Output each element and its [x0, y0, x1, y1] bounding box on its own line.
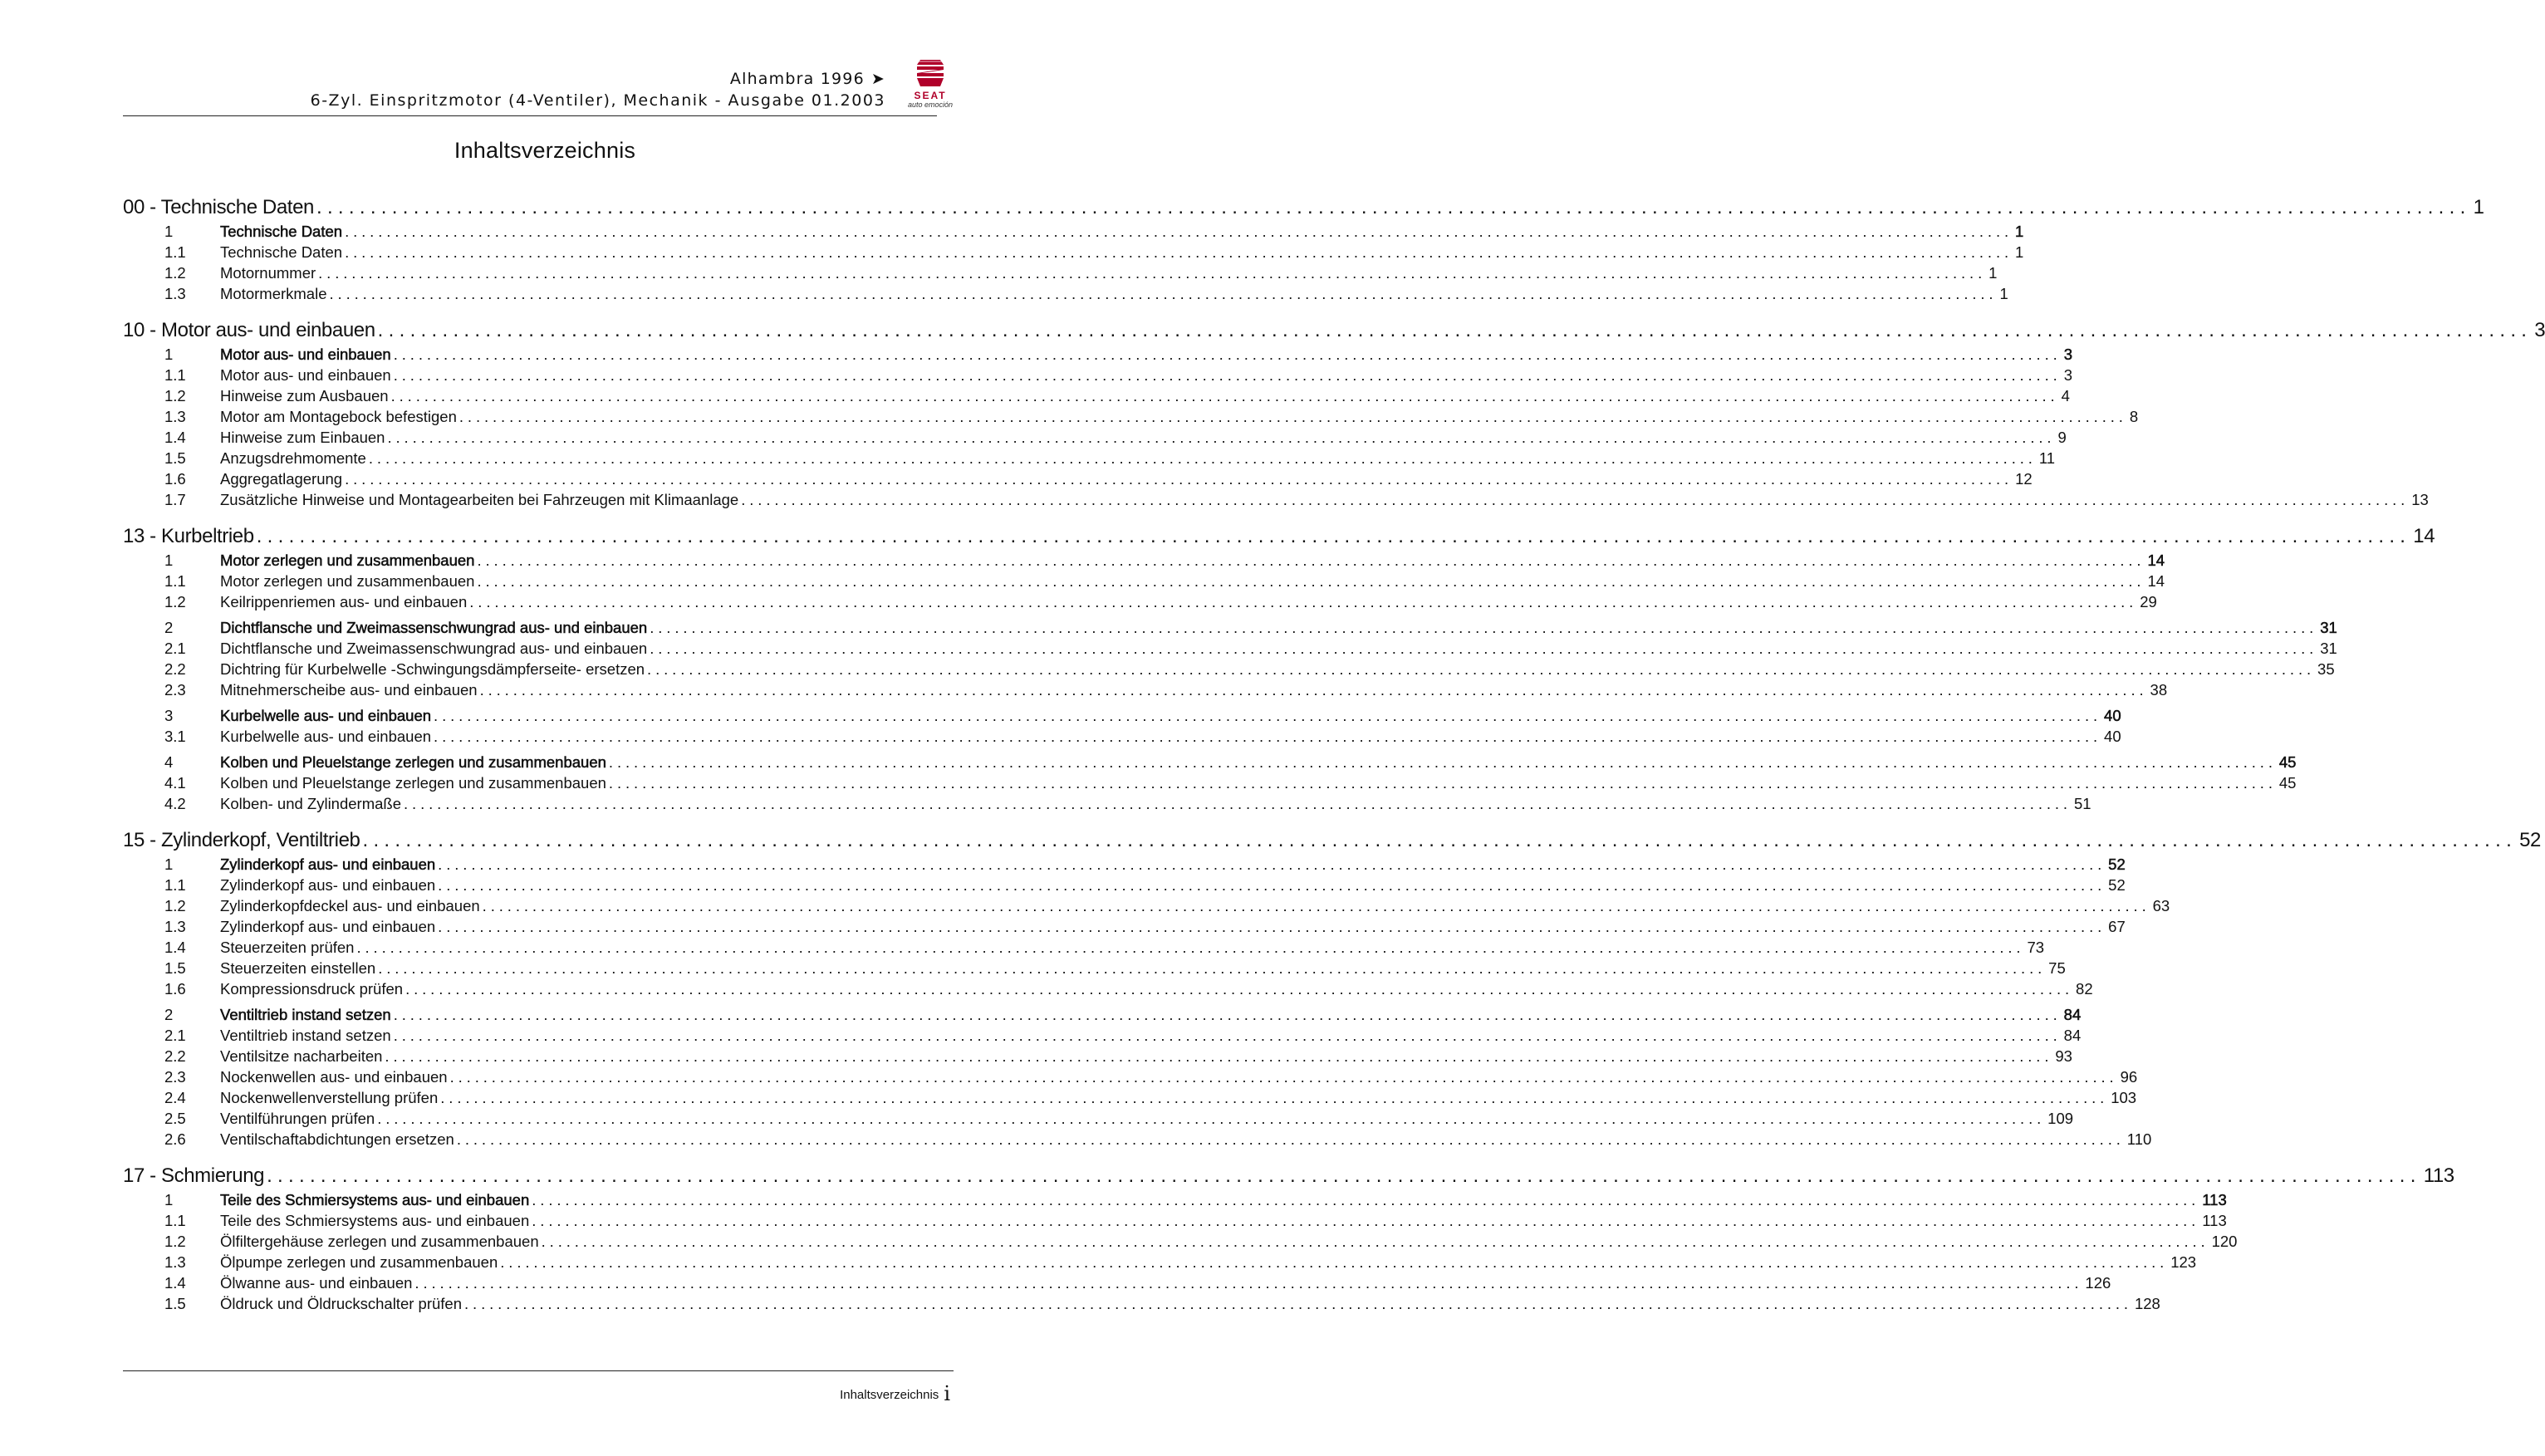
- toc-entry-number: 1.2: [164, 593, 186, 610]
- toc-dot-leader: ........................................................................................................................................................................................................: [479, 681, 2148, 699]
- toc-dot-leader: ........................................................................................................................................................................................................: [458, 408, 2127, 425]
- toc-dot-leader: ........................................................................................................................................................................................................: [438, 918, 2106, 935]
- toc-dot-leader: ........................................................................................................................................................................................................: [393, 1027, 2062, 1044]
- toc-page-number: 1: [2015, 243, 2024, 261]
- header-model-line: [123, 70, 887, 91]
- toc-dot-leader: ........................................................................................................................................................................................................: [267, 1164, 2421, 1187]
- toc-page-number: 9: [2057, 429, 2067, 446]
- toc-subsection-row[interactable]: [123, 366, 2072, 386]
- toc-page-number: 128: [2134, 1295, 2160, 1312]
- toc-page-number: 13: [2411, 491, 2429, 508]
- toc-page-number: 4: [2061, 387, 2070, 404]
- toc-page-number: 113: [2202, 1191, 2227, 1208]
- toc-dot-leader: ........................................................................................................................................................................................................: [477, 572, 2145, 590]
- running-header: [123, 70, 887, 112]
- toc-page-number: 126: [2085, 1274, 2111, 1292]
- toc-chapter-row[interactable]: [123, 525, 2435, 550]
- toc-dot-leader: ........................................................................................................................................................................................................: [532, 1212, 2200, 1229]
- toc-entry-label: 13 - Kurbeltrieb: [123, 525, 254, 547]
- toc-page-number: 1: [2015, 223, 2024, 240]
- toc-dot-leader: ........................................................................................................................................................................................................: [541, 1233, 2209, 1250]
- toc-entry-label: Kolben und Pleuelstange zerlegen und zusammenbauen: [220, 753, 606, 771]
- toc-dot-leader: ........................................................................................................................................................................................................: [256, 525, 2411, 547]
- toc-entry-label: Motor zerlegen und zusammenbauen: [220, 572, 475, 590]
- toc-page-number: 110: [2126, 1130, 2152, 1148]
- toc-subsection-row[interactable]: [123, 264, 1998, 284]
- toc-dot-leader: ........................................................................................................................................................................................................: [500, 1253, 2169, 1271]
- brand-logo: [902, 58, 959, 111]
- toc-entry-label: Zylinderkopf aus- und einbauen: [220, 855, 436, 873]
- toc-dot-leader: ........................................................................................................................................................................................................: [650, 619, 2318, 636]
- toc-subsection-row[interactable]: [123, 897, 2170, 917]
- toc-dot-leader: ........................................................................................................................................................................................................: [456, 1130, 2125, 1148]
- toc-dot-leader: ........................................................................................................................................................................................................: [377, 319, 2533, 341]
- toc-entry-label: Kolben und Pleuelstange zerlegen und zusammenbauen: [220, 774, 606, 792]
- toc-subsection-row[interactable]: [123, 1233, 2238, 1253]
- toc-page-number: 38: [2150, 681, 2168, 699]
- toc-dot-leader: ........................................................................................................................................................................................................: [318, 264, 1987, 282]
- toc-entry-label: Kurbelwelle aus- und einbauen: [220, 728, 432, 745]
- toc-page-number: 31: [2320, 619, 2337, 636]
- toc-entry-label: Aggregatlagerung: [220, 470, 343, 488]
- toc-dot-leader: ........................................................................................................................................................................................................: [385, 1047, 2053, 1065]
- toc-entry-number: 2.4: [164, 1089, 186, 1106]
- toc-dot-leader: ........................................................................................................................................................................................................: [377, 1110, 2046, 1127]
- toc-dot-leader: ........................................................................................................................................................................................................: [647, 660, 2316, 678]
- toc-subsection-row[interactable]: [123, 795, 2091, 815]
- toc-page-number: 3: [2063, 346, 2072, 363]
- seat-logo-icon: [914, 58, 947, 90]
- toc-entry-number: 2.3: [164, 1068, 186, 1086]
- toc-entry-number: 1: [164, 223, 174, 240]
- toc-entry-label: Zusätzliche Hinweise und Montagearbeiten bei Fahrzeugen mit Klimaanlage: [220, 491, 739, 508]
- toc-subsection-row[interactable]: [123, 408, 2139, 428]
- toc-subsection-row[interactable]: [123, 387, 2070, 407]
- toc-entry-label: Technische Daten: [220, 243, 343, 261]
- toc-entry-number: 1.6: [164, 470, 186, 488]
- toc-entry-label: Dichtflansche und Zweimassenschwungrad aus- und einbauen: [220, 640, 648, 657]
- toc-entry-label: Zylinderkopf aus- und einbauen: [220, 918, 436, 935]
- running-footer: [748, 1382, 950, 1405]
- toc-page-number: 11: [2038, 449, 2056, 467]
- toc-dot-leader: ........................................................................................................................................................................................................: [650, 640, 2318, 657]
- toc-dot-leader: ........................................................................................................................................................................................................: [404, 795, 2072, 812]
- toc-entry-number: 1.1: [164, 876, 186, 894]
- toc-subsection-row[interactable]: [123, 1027, 2082, 1047]
- toc-page-number: 109: [2047, 1110, 2074, 1127]
- toc-entry-number: 1.7: [164, 491, 186, 508]
- toc-entry-label: Teile des Schmiersystems aus- und einbauen: [220, 1191, 530, 1208]
- toc-entry-label: Motor aus- und einbauen: [220, 346, 391, 363]
- toc-page-number: 1: [1988, 264, 1998, 282]
- toc-section-row[interactable]: [123, 1006, 2082, 1026]
- toc-page-number: 8: [2129, 408, 2139, 425]
- toc-page-number: 40: [2104, 707, 2121, 724]
- toc-page-number: 120: [2211, 1233, 2238, 1250]
- toc-subsection-row[interactable]: [123, 918, 2126, 938]
- toc-page-number: 14: [2147, 572, 2165, 590]
- toc-page-number: 29: [2140, 593, 2157, 610]
- toc-page-number: 84: [2063, 1027, 2082, 1044]
- toc-entry-label: 10 - Motor aus- und einbauen: [123, 319, 375, 341]
- toc-dot-leader: ........................................................................................................................................................................................................: [345, 223, 2013, 240]
- toc-dot-leader: ........................................................................................................................................................................................................: [378, 959, 2047, 977]
- toc-subsection-row[interactable]: [123, 1295, 2160, 1315]
- toc-page-number: 103: [2111, 1089, 2137, 1106]
- toc-dot-leader: ........................................................................................................................................................................................................: [608, 753, 2277, 771]
- toc-entry-number: 2.6: [164, 1130, 186, 1148]
- toc-entry-label: Zylinderkopf aus- und einbauen: [220, 876, 436, 894]
- toc-entry-number: 2.2: [164, 660, 186, 678]
- toc-dot-leader: ........................................................................................................................................................................................................: [393, 346, 2062, 363]
- toc-entry-label: Ventilsitze nacharbeiten: [220, 1047, 383, 1065]
- toc-entry-label: Motor zerlegen und zusammenbauen: [220, 552, 475, 569]
- toc-entry-number: 1.2: [164, 1233, 186, 1250]
- toc-page-number: 113: [2423, 1164, 2454, 1187]
- toc-dot-leader: ........................................................................................................................................................................................................: [449, 1068, 2118, 1086]
- toc-dot-leader: ........................................................................................................................................................................................................: [329, 285, 1998, 302]
- toc-page-number: 52: [2519, 829, 2541, 851]
- toc-page-number: 84: [2063, 1006, 2082, 1023]
- toc-page-number: 35: [2317, 660, 2335, 678]
- toc-entry-number: 1: [164, 1191, 174, 1208]
- toc-entry-number: 2: [164, 1006, 174, 1023]
- toc-subsection-row[interactable]: [123, 1068, 2138, 1088]
- toc-entry-label: Steuerzeiten einstellen: [220, 959, 376, 977]
- toc-section-row[interactable]: [123, 855, 2126, 875]
- toc-chapter-row[interactable]: [123, 829, 2541, 854]
- toc-dot-leader: ........................................................................................................................................................................................................: [477, 552, 2145, 569]
- toc-entry-label: Steuerzeiten prüfen: [220, 939, 355, 956]
- toc-section-row[interactable]: [123, 619, 2337, 639]
- toc-entry-number: 4.1: [164, 774, 186, 792]
- toc-page-number: 67: [2108, 918, 2126, 935]
- toc-dot-leader: ........................................................................................................................................................................................................: [405, 980, 2074, 998]
- toc-subsection-row[interactable]: [123, 681, 2168, 701]
- toc-dot-leader: ........................................................................................................................................................................................................: [390, 387, 2059, 404]
- toc-page-number: 75: [2048, 959, 2066, 977]
- toc-entry-number: 1: [164, 346, 174, 363]
- toc-dot-leader: ........................................................................................................................................................................................................: [414, 1274, 2083, 1292]
- toc-entry-label: Ölwanne aus- und einbauen: [220, 1274, 413, 1292]
- brand-name: SEAT: [914, 90, 947, 101]
- toc-subsection-row[interactable]: [123, 876, 2126, 896]
- toc-subsection-row[interactable]: [123, 1253, 2197, 1273]
- toc-entry-label: Hinweise zum Ausbauen: [220, 387, 389, 404]
- toc-dot-leader: ........................................................................................................................................................................................................: [532, 1191, 2200, 1208]
- toc-page-number: 1: [1999, 285, 2008, 302]
- toc-entry-number: 1.3: [164, 1253, 186, 1271]
- toc-entry-label: Kurbelwelle aus- und einbauen: [220, 707, 432, 724]
- toc-dot-leader: ........................................................................................................................................................................................................: [438, 855, 2106, 873]
- toc-entry-number: 2.3: [164, 681, 186, 699]
- toc-entry-number: 1.5: [164, 1295, 186, 1312]
- toc-entry-number: 1.1: [164, 243, 186, 261]
- toc-entry-label: Teile des Schmiersystems aus- und einbauen: [220, 1212, 530, 1229]
- header-model: Alhambra 1996: [729, 70, 865, 88]
- toc-entry-number: 1.2: [164, 264, 186, 282]
- toc-entry-number: 1.5: [164, 959, 186, 977]
- toc-page-number: 31: [2320, 640, 2337, 657]
- toc-page-number: 45: [2278, 753, 2297, 771]
- toc-section-row[interactable]: [123, 1191, 2227, 1211]
- toc-subsection-row[interactable]: [123, 980, 2093, 1000]
- toc-entry-label: 17 - Schmierung: [123, 1164, 265, 1187]
- toc-page-number: 82: [2076, 980, 2093, 998]
- toc-entry-label: Hinweise zum Einbauen: [220, 429, 385, 446]
- header-divider: [123, 115, 937, 116]
- toc-page-number: 12: [2015, 470, 2033, 488]
- toc-entry-number: 1.2: [164, 387, 186, 404]
- toc-entry-number: 2.2: [164, 1047, 186, 1065]
- toc-entry-label: Keilrippenriemen aus- und einbauen: [220, 593, 468, 610]
- toc-entry-label: Mitnehmerscheibe aus- und einbauen: [220, 681, 478, 699]
- page-title: Inhaltsverzeichnis: [454, 138, 636, 163]
- toc-subsection-row[interactable]: [123, 1274, 2111, 1294]
- toc-entry-label: Kompressionsdruck prüfen: [220, 980, 404, 998]
- toc-entry-label: Zylinderkopfdeckel aus- und einbauen: [220, 897, 480, 914]
- toc-entry-number: 1.5: [164, 449, 186, 467]
- toc-entry-label: Motor aus- und einbauen: [220, 366, 391, 384]
- toc-subsection-row[interactable]: [123, 1047, 2072, 1067]
- toc-entry-number: 1.3: [164, 285, 186, 302]
- toc-page-number: 123: [2170, 1253, 2197, 1271]
- toc-dot-leader: ........................................................................................................................................................................................................: [362, 829, 2518, 851]
- brand-tagline: auto emoción: [907, 100, 954, 109]
- toc-page-number: 96: [2120, 1068, 2138, 1086]
- toc-entry-number: 1.1: [164, 366, 186, 384]
- toc-entry-number: 2: [164, 619, 174, 636]
- toc-entry-number: 1: [164, 855, 174, 873]
- toc-entry-label: Ventiltrieb instand setzen: [220, 1027, 391, 1044]
- toc-subsection-row[interactable]: [123, 243, 2024, 263]
- toc-chapter-row[interactable]: [123, 196, 2484, 221]
- toc-entry-label: Technische Daten: [220, 223, 343, 240]
- toc-dot-leader: ........................................................................................................................................................................................................: [741, 491, 2410, 508]
- toc-subsection-row[interactable]: [123, 1089, 2137, 1109]
- toc-dot-leader: ........................................................................................................................................................................................................: [434, 728, 2102, 745]
- toc-section-row[interactable]: [123, 552, 2165, 571]
- toc-page-number: 52: [2108, 855, 2126, 873]
- toc-entry-number: 2.1: [164, 1027, 186, 1044]
- toc-entry-number: 1.4: [164, 939, 186, 956]
- toc-subsection-row[interactable]: [123, 774, 2297, 794]
- toc-entry-number: 1.2: [164, 897, 186, 914]
- footer-page-number: i: [944, 1382, 950, 1405]
- toc-entry-number: 4.2: [164, 795, 186, 812]
- toc-entry-label: Nockenwellenverstellung prüfen: [220, 1089, 439, 1106]
- toc-section-row[interactable]: [123, 753, 2297, 773]
- toc-dot-leader: ........................................................................................................................................................................................................: [393, 1006, 2062, 1023]
- toc-entry-number: 1: [164, 552, 174, 569]
- toc-dot-leader: ........................................................................................................................................................................................................: [393, 366, 2062, 384]
- toc-subsection-row[interactable]: [123, 285, 2008, 305]
- toc-entry-label: Motor am Montagebock befestigen: [220, 408, 457, 425]
- header-subtitle: 6-Zyl. Einspritzmotor (4-Ventiler), Mechanik - Ausgabe 01.2003: [310, 91, 885, 110]
- toc-entry-number: 2.5: [164, 1110, 186, 1127]
- footer-divider: [123, 1370, 954, 1371]
- toc-entry-label: Öldruck und Öldruckschalter prüfen: [220, 1295, 462, 1312]
- toc-section-row[interactable]: [123, 707, 2121, 727]
- toc-subsection-row[interactable]: [123, 1212, 2227, 1232]
- toc-dot-leader: ........................................................................................................................................................................................................: [469, 593, 2138, 610]
- toc-subsection-row[interactable]: [123, 593, 2157, 613]
- toc-entry-number: 1.4: [164, 429, 186, 446]
- toc-dot-leader: ........................................................................................................................................................................................................: [440, 1089, 2109, 1106]
- toc-subsection-row[interactable]: [123, 491, 2429, 511]
- toc-subsection-row[interactable]: [123, 1130, 2152, 1150]
- toc-entry-number: 1.6: [164, 980, 186, 998]
- toc-entry-number: 3.1: [164, 728, 186, 745]
- toc-dot-leader: ........................................................................................................................................................................................................: [482, 897, 2150, 914]
- toc-page-number: 14: [2147, 552, 2165, 569]
- toc-page-number: 63: [2152, 897, 2170, 914]
- toc-subsection-row[interactable]: [123, 959, 2066, 979]
- toc-section-row[interactable]: [123, 223, 2024, 243]
- toc-subsection-row[interactable]: [123, 660, 2335, 680]
- toc-page-number: 3: [2063, 366, 2072, 384]
- toc-subsection-row[interactable]: [123, 939, 2045, 958]
- toc-subsection-row[interactable]: [123, 470, 2033, 490]
- toc-subsection-row[interactable]: [123, 572, 2165, 592]
- toc-section-row[interactable]: [123, 346, 2072, 365]
- toc-entry-number: 1.4: [164, 1274, 186, 1292]
- toc-subsection-row[interactable]: [123, 640, 2337, 659]
- toc-dot-leader: ........................................................................................................................................................................................................: [464, 1295, 2132, 1312]
- toc-entry-label: Nockenwellen aus- und einbauen: [220, 1068, 448, 1086]
- toc-entry-label: Dichtring für Kurbelwelle -Schwingungsdämpferseite- ersetzen: [220, 660, 645, 678]
- toc-page-number: 113: [2202, 1212, 2227, 1229]
- toc-page-number: 40: [2104, 728, 2121, 745]
- toc-chapter-row[interactable]: [123, 319, 2545, 344]
- toc-page-number: 93: [2055, 1047, 2072, 1065]
- toc-entry-label: 15 - Zylinderkopf, Ventiltrieb: [123, 829, 360, 851]
- toc-page-number: 3: [2534, 319, 2545, 341]
- toc-entry-label: Dichtflansche und Zweimassenschwungrad aus- und einbauen: [220, 619, 648, 636]
- toc-page-number: 14: [2413, 525, 2435, 547]
- toc-page-number: 52: [2108, 876, 2126, 894]
- toc-dot-leader: ........................................................................................................................................................................................................: [345, 243, 2013, 261]
- arrow-right-icon: ➤: [870, 70, 885, 88]
- toc-subsection-row[interactable]: [123, 429, 2067, 449]
- toc-entry-number: 1.1: [164, 572, 186, 590]
- toc-page-number: 1: [2473, 196, 2484, 218]
- toc-entry-number: 1.3: [164, 408, 186, 425]
- toc-subsection-row[interactable]: [123, 728, 2121, 748]
- toc-entry-label: 00 - Technische Daten: [123, 196, 314, 218]
- toc-dot-leader: ........................................................................................................................................................................................................: [368, 449, 2037, 467]
- toc-dot-leader: ........................................................................................................................................................................................................: [345, 470, 2013, 488]
- toc-entry-label: Ventilführungen prüfen: [220, 1110, 375, 1127]
- toc-entry-label: Ölpumpe zerlegen und zusammenbauen: [220, 1253, 498, 1271]
- toc-page-number: 45: [2278, 774, 2297, 792]
- toc-chapter-row[interactable]: [123, 1164, 2454, 1189]
- toc-dot-leader: ........................................................................................................................................................................................................: [316, 196, 2471, 218]
- toc-entry-label: Kolben- und Zylindermaße: [220, 795, 401, 812]
- toc-subsection-row[interactable]: [123, 449, 2056, 469]
- toc-entry-number: 1.3: [164, 918, 186, 935]
- toc-entry-number: 2.1: [164, 640, 186, 657]
- toc-entry-label: Motormerkmale: [220, 285, 327, 302]
- toc-subsection-row[interactable]: [123, 1110, 2074, 1130]
- toc-page-number: 51: [2073, 795, 2091, 812]
- toc-entry-number: 1.1: [164, 1212, 186, 1229]
- toc-entry-label: Anzugsdrehmomente: [220, 449, 366, 467]
- toc-page-number: 73: [2027, 939, 2045, 956]
- toc-entry-label: Ventilschaftabdichtungen ersetzen: [220, 1130, 454, 1148]
- toc-entry-label: Motornummer: [220, 264, 316, 282]
- toc-entry-number: 3: [164, 707, 174, 724]
- toc-dot-leader: ........................................................................................................................................................................................................: [356, 939, 2025, 956]
- toc-entry-label: Ventiltrieb instand setzen: [220, 1006, 391, 1023]
- toc-dot-leader: ........................................................................................................................................................................................................: [434, 707, 2102, 724]
- toc-dot-leader: ........................................................................................................................................................................................................: [438, 876, 2106, 894]
- toc-entry-label: Ölfiltergehäuse zerlegen und zusammenbauen: [220, 1233, 539, 1250]
- toc-entry-number: 4: [164, 753, 174, 771]
- toc-dot-leader: ........................................................................................................................................................................................................: [608, 774, 2277, 792]
- footer-label: Inhaltsverzeichnis: [840, 1388, 939, 1402]
- toc-dot-leader: ........................................................................................................................................................................................................: [387, 429, 2056, 446]
